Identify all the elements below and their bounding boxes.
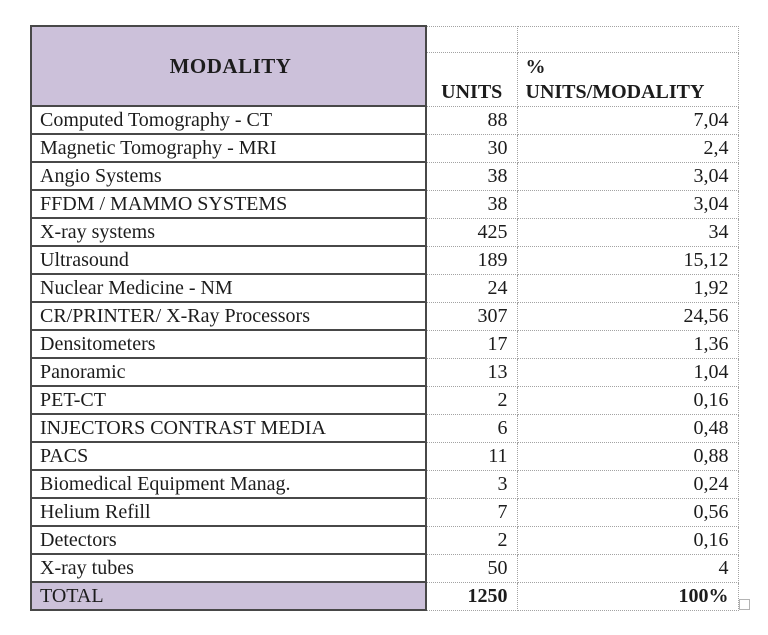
pct-cell: 0,16 (517, 526, 738, 554)
table-row (31, 526, 738, 554)
table-row (31, 274, 738, 302)
modality-cell: FFDM / MAMMO SYSTEMS (31, 190, 426, 218)
units-cell: 7 (426, 498, 517, 526)
modality-cell: Angio Systems (31, 162, 426, 190)
pct-cell: 1,04 (517, 358, 738, 386)
table-row (31, 330, 738, 358)
pct-cell: 0,16 (517, 386, 738, 414)
table-resize-handle-icon[interactable] (739, 599, 750, 610)
table-row (31, 414, 738, 442)
pct-cell: 24,56 (517, 302, 738, 330)
modality-cell: X-ray tubes (31, 554, 426, 582)
units-cell: 2 (426, 386, 517, 414)
table-row (31, 358, 738, 386)
units-cell: 6 (426, 414, 517, 442)
pct-cell: 4 (517, 554, 738, 582)
pct-cell: 0,88 (517, 442, 738, 470)
total-units-cell: 1250 (426, 582, 517, 610)
pct-cell: 0,48 (517, 414, 738, 442)
units-cell: 24 (426, 274, 517, 302)
total-pct-cell: 100% (517, 582, 738, 610)
modality-cell: PET-CT (31, 386, 426, 414)
empty-header-cell (426, 26, 517, 52)
units-cell: 30 (426, 134, 517, 162)
units-cell: 88 (426, 106, 517, 134)
pct-header-line2: UNITS/MODALITY (525, 80, 705, 103)
table-row (31, 386, 738, 414)
units-cell: 11 (426, 442, 517, 470)
table-row (31, 246, 738, 274)
units-cell: 17 (426, 330, 517, 358)
modality-header-cell: MODALITY (31, 26, 426, 106)
modality-cell: Computed Tomography - CT (31, 106, 426, 134)
pct-cell: 0,24 (517, 470, 738, 498)
header-row-top (31, 26, 738, 52)
pct-cell: 15,12 (517, 246, 738, 274)
table-row (31, 106, 738, 134)
table-row (31, 302, 738, 330)
pct-cell: 1,36 (517, 330, 738, 358)
table-row (31, 218, 738, 246)
table-row (31, 554, 738, 582)
units-cell: 50 (426, 554, 517, 582)
modality-cell: Detectors (31, 526, 426, 554)
table-row (31, 134, 738, 162)
pct-cell: 34 (517, 218, 738, 246)
table-row (31, 470, 738, 498)
modality-cell: INJECTORS CONTRAST MEDIA (31, 414, 426, 442)
modality-cell: Nuclear Medicine - NM (31, 274, 426, 302)
table-row (31, 190, 738, 218)
pct-cell: 0,56 (517, 498, 738, 526)
units-cell: 13 (426, 358, 517, 386)
units-cell: 2 (426, 526, 517, 554)
modality-units-table (30, 25, 739, 611)
table-row (31, 442, 738, 470)
modality-cell: Ultrasound (31, 246, 426, 274)
table-row (31, 498, 738, 526)
modality-cell: X-ray systems (31, 218, 426, 246)
pct-cell: 3,04 (517, 190, 738, 218)
pct-cell: 1,92 (517, 274, 738, 302)
table-row (31, 162, 738, 190)
modality-cell: Panoramic (31, 358, 426, 386)
modality-cell: Densitometers (31, 330, 426, 358)
empty-header-cell (517, 26, 738, 52)
pct-header-line1: % (525, 55, 546, 78)
units-cell: 3 (426, 470, 517, 498)
modality-cell: PACS (31, 442, 426, 470)
modality-cell: CR/PRINTER/ X-Ray Processors (31, 302, 426, 330)
units-cell: 189 (426, 246, 517, 274)
modality-cell: Biomedical Equipment Manag. (31, 470, 426, 498)
modality-cell: Helium Refill (31, 498, 426, 526)
modality-cell: Magnetic Tomography - MRI (31, 134, 426, 162)
pct-header-cell (517, 52, 738, 106)
pct-cell: 3,04 (517, 162, 738, 190)
total-row (31, 582, 738, 610)
pct-cell: 7,04 (517, 106, 738, 134)
total-label-cell: TOTAL (31, 582, 426, 610)
units-header-cell: UNITS (426, 52, 517, 106)
units-cell: 307 (426, 302, 517, 330)
units-cell: 38 (426, 190, 517, 218)
pct-cell: 2,4 (517, 134, 738, 162)
units-cell: 38 (426, 162, 517, 190)
units-cell: 425 (426, 218, 517, 246)
